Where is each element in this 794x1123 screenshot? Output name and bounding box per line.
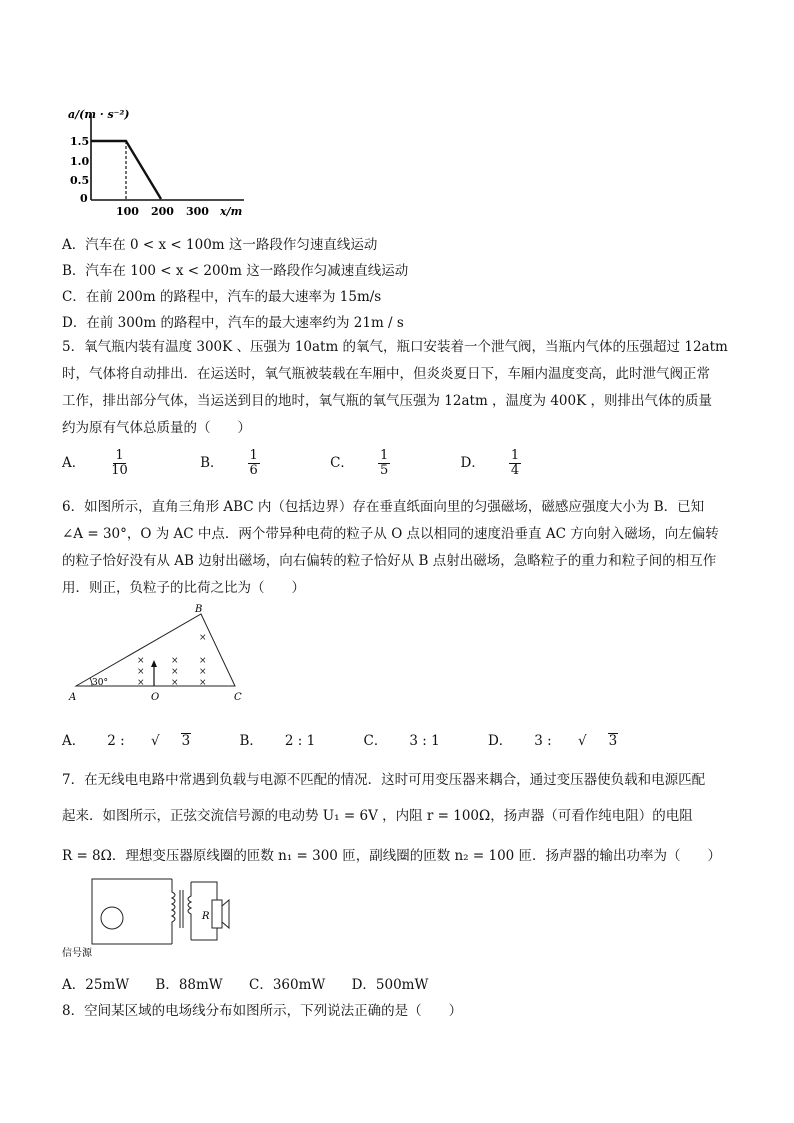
acceleration-curve	[91, 141, 161, 199]
x-tick-200: 200	[151, 205, 174, 218]
triangle-abc	[76, 614, 235, 686]
q5-option-c[interactable]: C． $\frac{1}{5}$	[330, 448, 389, 478]
y-tick-0: 0	[80, 192, 88, 205]
q5-option-b[interactable]: B． $\frac{1}{6}$	[200, 448, 258, 478]
q5-stem	[62, 334, 732, 442]
y-tick-1.5: 1.5	[70, 135, 90, 148]
q7-option-d[interactable]: D．500mW	[351, 977, 429, 993]
field-mark: ×	[137, 678, 145, 688]
q5-line-2: 时，气体将自动排出．在运送时，氧气瓶被装载在车厢中，但炎炎夏日下，车厢内温度变高，此时泄气阀正常	[62, 366, 710, 382]
q7-option-c[interactable]: C．360mW	[248, 977, 326, 993]
right-triangle-magnetic-field-figure	[62, 600, 262, 710]
vertex-c-label: C	[234, 692, 242, 703]
acceleration-position-graph	[62, 102, 262, 224]
signal-source-label: 信号源	[62, 948, 92, 958]
q7-line-1: 7．在无线电电路中常遇到负载与电源不匹配的情况．这时可用变压器来耦合，通过变压器使负载和电源匹配	[62, 772, 706, 788]
q7-stem	[62, 762, 732, 874]
field-mark: ×	[137, 667, 145, 677]
secondary-coil	[188, 882, 191, 940]
y-axis-label: a/(m · s⁻²)	[68, 108, 130, 121]
resistor-label: R	[202, 911, 210, 922]
field-marks	[137, 633, 207, 688]
q6-line-3: 的粒子恰好没有从 AB 边射出磁场，向右偏转的粒子恰好从 B 点射出磁场，急略粒子的重力和粒子间的相互作	[62, 553, 717, 569]
q4-option-c[interactable]: C．在前 200m 的路程中，汽车的最大速率为 15m/s	[62, 289, 382, 305]
y-tick-1.0: 1.0	[70, 155, 90, 168]
q5-option-d[interactable]: D． $\frac{1}{4}$	[460, 448, 520, 478]
signal-source	[101, 907, 123, 929]
q8-line-1: 8．空间某区域的电场线分布如图所示，下列说法正确的是（ ）	[62, 1003, 463, 1019]
q5-options	[62, 446, 732, 480]
q4-option-b[interactable]: B．汽车在 100 < x < 200m 这一路段作匀减速直线运动	[62, 263, 409, 279]
primary-loop	[92, 879, 172, 905]
point-o-label: O	[151, 692, 160, 703]
q5-line-1: 5．氧气瓶内装有温度 300K 、压强为 10atm 的氧气，瓶口安装着一个泄气阀，当瓶内气体的压强超过 12atm	[62, 339, 728, 355]
x-tick-100: 100	[116, 205, 139, 218]
y-tick-0.5: 0.5	[70, 174, 90, 187]
q5-line-4: 约为原有气体总质量的（ ）	[62, 420, 251, 436]
primary-coil	[172, 879, 175, 944]
q4-options	[62, 232, 732, 336]
angle-label: 30°	[92, 678, 108, 688]
field-mark: ×	[137, 656, 145, 666]
q6-option-d[interactable]: D． 3 : √ 3	[487, 733, 618, 749]
transformer-circuit-figure	[62, 872, 262, 958]
q7-line-3: R = 8Ω．理想变压器原线圈的匝数 n₁ = 300 匝，副线圈的匝数 n₂ = 100 匝．扬声器的输出功率为（ ）	[62, 848, 722, 864]
q6-option-c[interactable]: C． 3 : 1	[363, 733, 440, 749]
q6-options	[62, 728, 732, 754]
q6-line-2: ∠A = 30°，O 为 AC 中点．两个带异种电荷的粒子从 O 点以相同的速度沿垂直 AC 方向射入磁场，向左偏转	[62, 526, 719, 542]
q6-line-4: 用．则正，负粒子的比荷之比为（ ）	[62, 580, 305, 596]
x-axis-label: x/m	[220, 205, 243, 218]
field-mark: ×	[171, 678, 179, 688]
q5-option-a[interactable]: A． $\frac{1}{10}$	[62, 448, 128, 478]
secondary-loop-bottom	[191, 928, 217, 940]
secondary-loop	[191, 882, 217, 900]
q7-option-b[interactable]: B．88mW	[155, 977, 223, 993]
q6-line-1: 6．如图所示，直角三角形 ABC 内（包括边界）存在垂直纸面向里的匀强磁场，磁感应强度大小为 B．已知	[62, 499, 705, 515]
primary-loop-bottom	[92, 931, 172, 944]
vertex-b-label: B	[195, 604, 203, 615]
q6-option-a[interactable]: A． 2 : √ 3	[62, 733, 191, 749]
q8-stem	[62, 998, 732, 1024]
field-mark: ×	[199, 667, 207, 677]
speaker-resistor	[212, 900, 222, 928]
field-mark: ×	[199, 678, 207, 688]
q6-option-b[interactable]: B． 2 : 1	[239, 733, 316, 749]
field-mark: ×	[199, 656, 207, 666]
q7-options	[62, 972, 732, 998]
velocity-arrowhead	[151, 660, 157, 667]
q4-option-d[interactable]: D．在前 300m 的路程中，汽车的最大速率约为 21m / s	[62, 315, 404, 331]
q7-option-a[interactable]: A．25mW	[62, 977, 130, 993]
q6-stem	[62, 494, 732, 602]
x-tick-300: 300	[186, 205, 209, 218]
vertex-a-label: A	[69, 692, 77, 703]
q5-line-3: 工作，排出部分气体，当运送到目的地时，氧气瓶的氧气压强为 12atm ，温度为 400K ，则排出气体的质量	[62, 393, 712, 409]
speaker-icon	[222, 900, 229, 928]
q7-line-2: 起来．如图所示，正弦交流信号源的电动势 U₁ = 6V ，内阻 r = 100Ω，扬声器（可看作纯电阻）的电阻	[62, 808, 693, 824]
field-mark: ×	[199, 633, 207, 643]
q4-option-a[interactable]: A．汽车在 0 < x < 100m 这一路段作匀速直线运动	[62, 237, 378, 253]
field-mark: ×	[171, 667, 179, 677]
field-mark: ×	[171, 656, 179, 666]
